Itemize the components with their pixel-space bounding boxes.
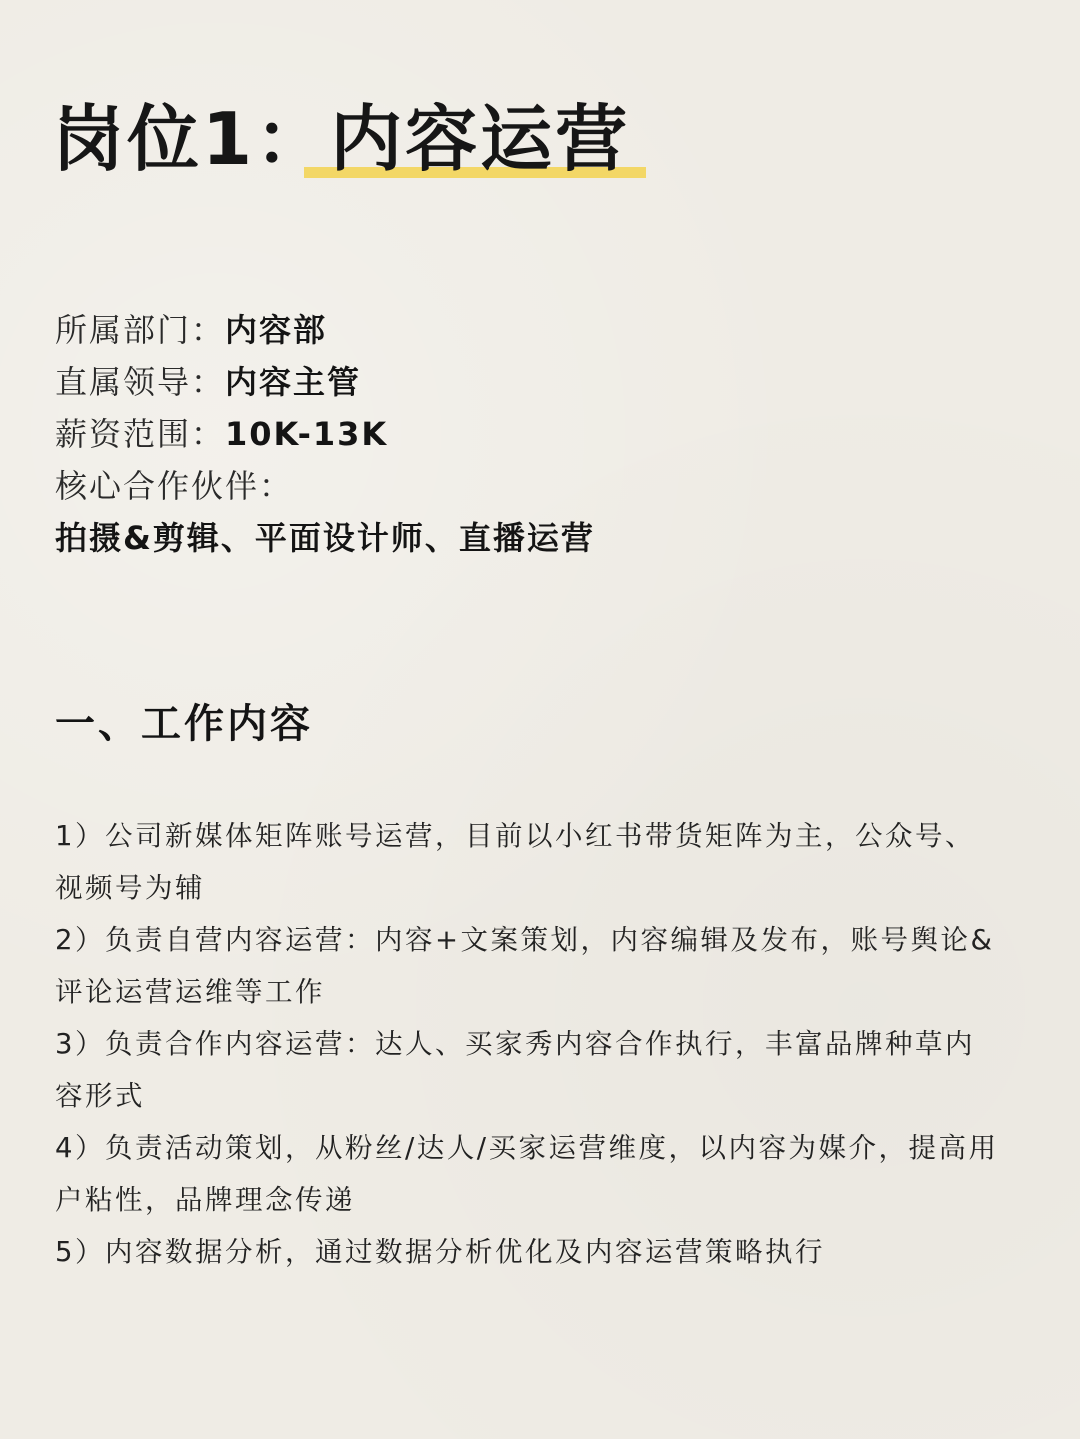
- page-title: [52, 94, 630, 184]
- partners-label: 核心合作伙伴：: [55, 467, 294, 505]
- duty-item: 2）负责自营内容运营：内容+文案策划，内容编辑及发布，账号舆论&评论运营运维等工作: [55, 924, 995, 1008]
- duties-list: [55, 810, 1000, 1278]
- duty-item: 3）负责合作内容运营：达人、买家秀内容合作执行，丰富品牌种草内容形式: [55, 1028, 975, 1112]
- salary-value: 10K-13K: [225, 415, 389, 453]
- department-label: 所属部门：: [55, 311, 226, 349]
- title-highlight: 内容运营: [330, 94, 630, 184]
- leader-row: [55, 356, 595, 408]
- partners-value: 拍摄&剪辑、平面设计师、直播运营: [55, 519, 595, 557]
- partners-value-row: [55, 512, 595, 564]
- title-prefix: 岗位1：: [52, 97, 331, 181]
- leader-label: 直属领导：: [55, 363, 226, 401]
- duty-item: 1）公司新媒体矩阵账号运营，目前以小红书带货矩阵为主，公众号、视频号为辅: [55, 820, 975, 904]
- salary-label: 薪资范围：: [55, 415, 226, 453]
- leader-value: 内容主管: [225, 363, 362, 401]
- salary-row: [55, 408, 595, 460]
- department-row: [55, 304, 595, 356]
- duty-item: 4）负责活动策划，从粉丝/达人/买家运营维度，以内容为媒介，提高用户粘性，品牌理念传递: [55, 1132, 999, 1216]
- partners-label-row: [55, 460, 595, 512]
- section-title: 一、工作内容: [55, 701, 313, 747]
- department-value: 内容部: [225, 311, 328, 349]
- job-meta: [55, 304, 595, 564]
- duty-item: 5）内容数据分析，通过数据分析优化及内容运营策略执行: [55, 1236, 825, 1268]
